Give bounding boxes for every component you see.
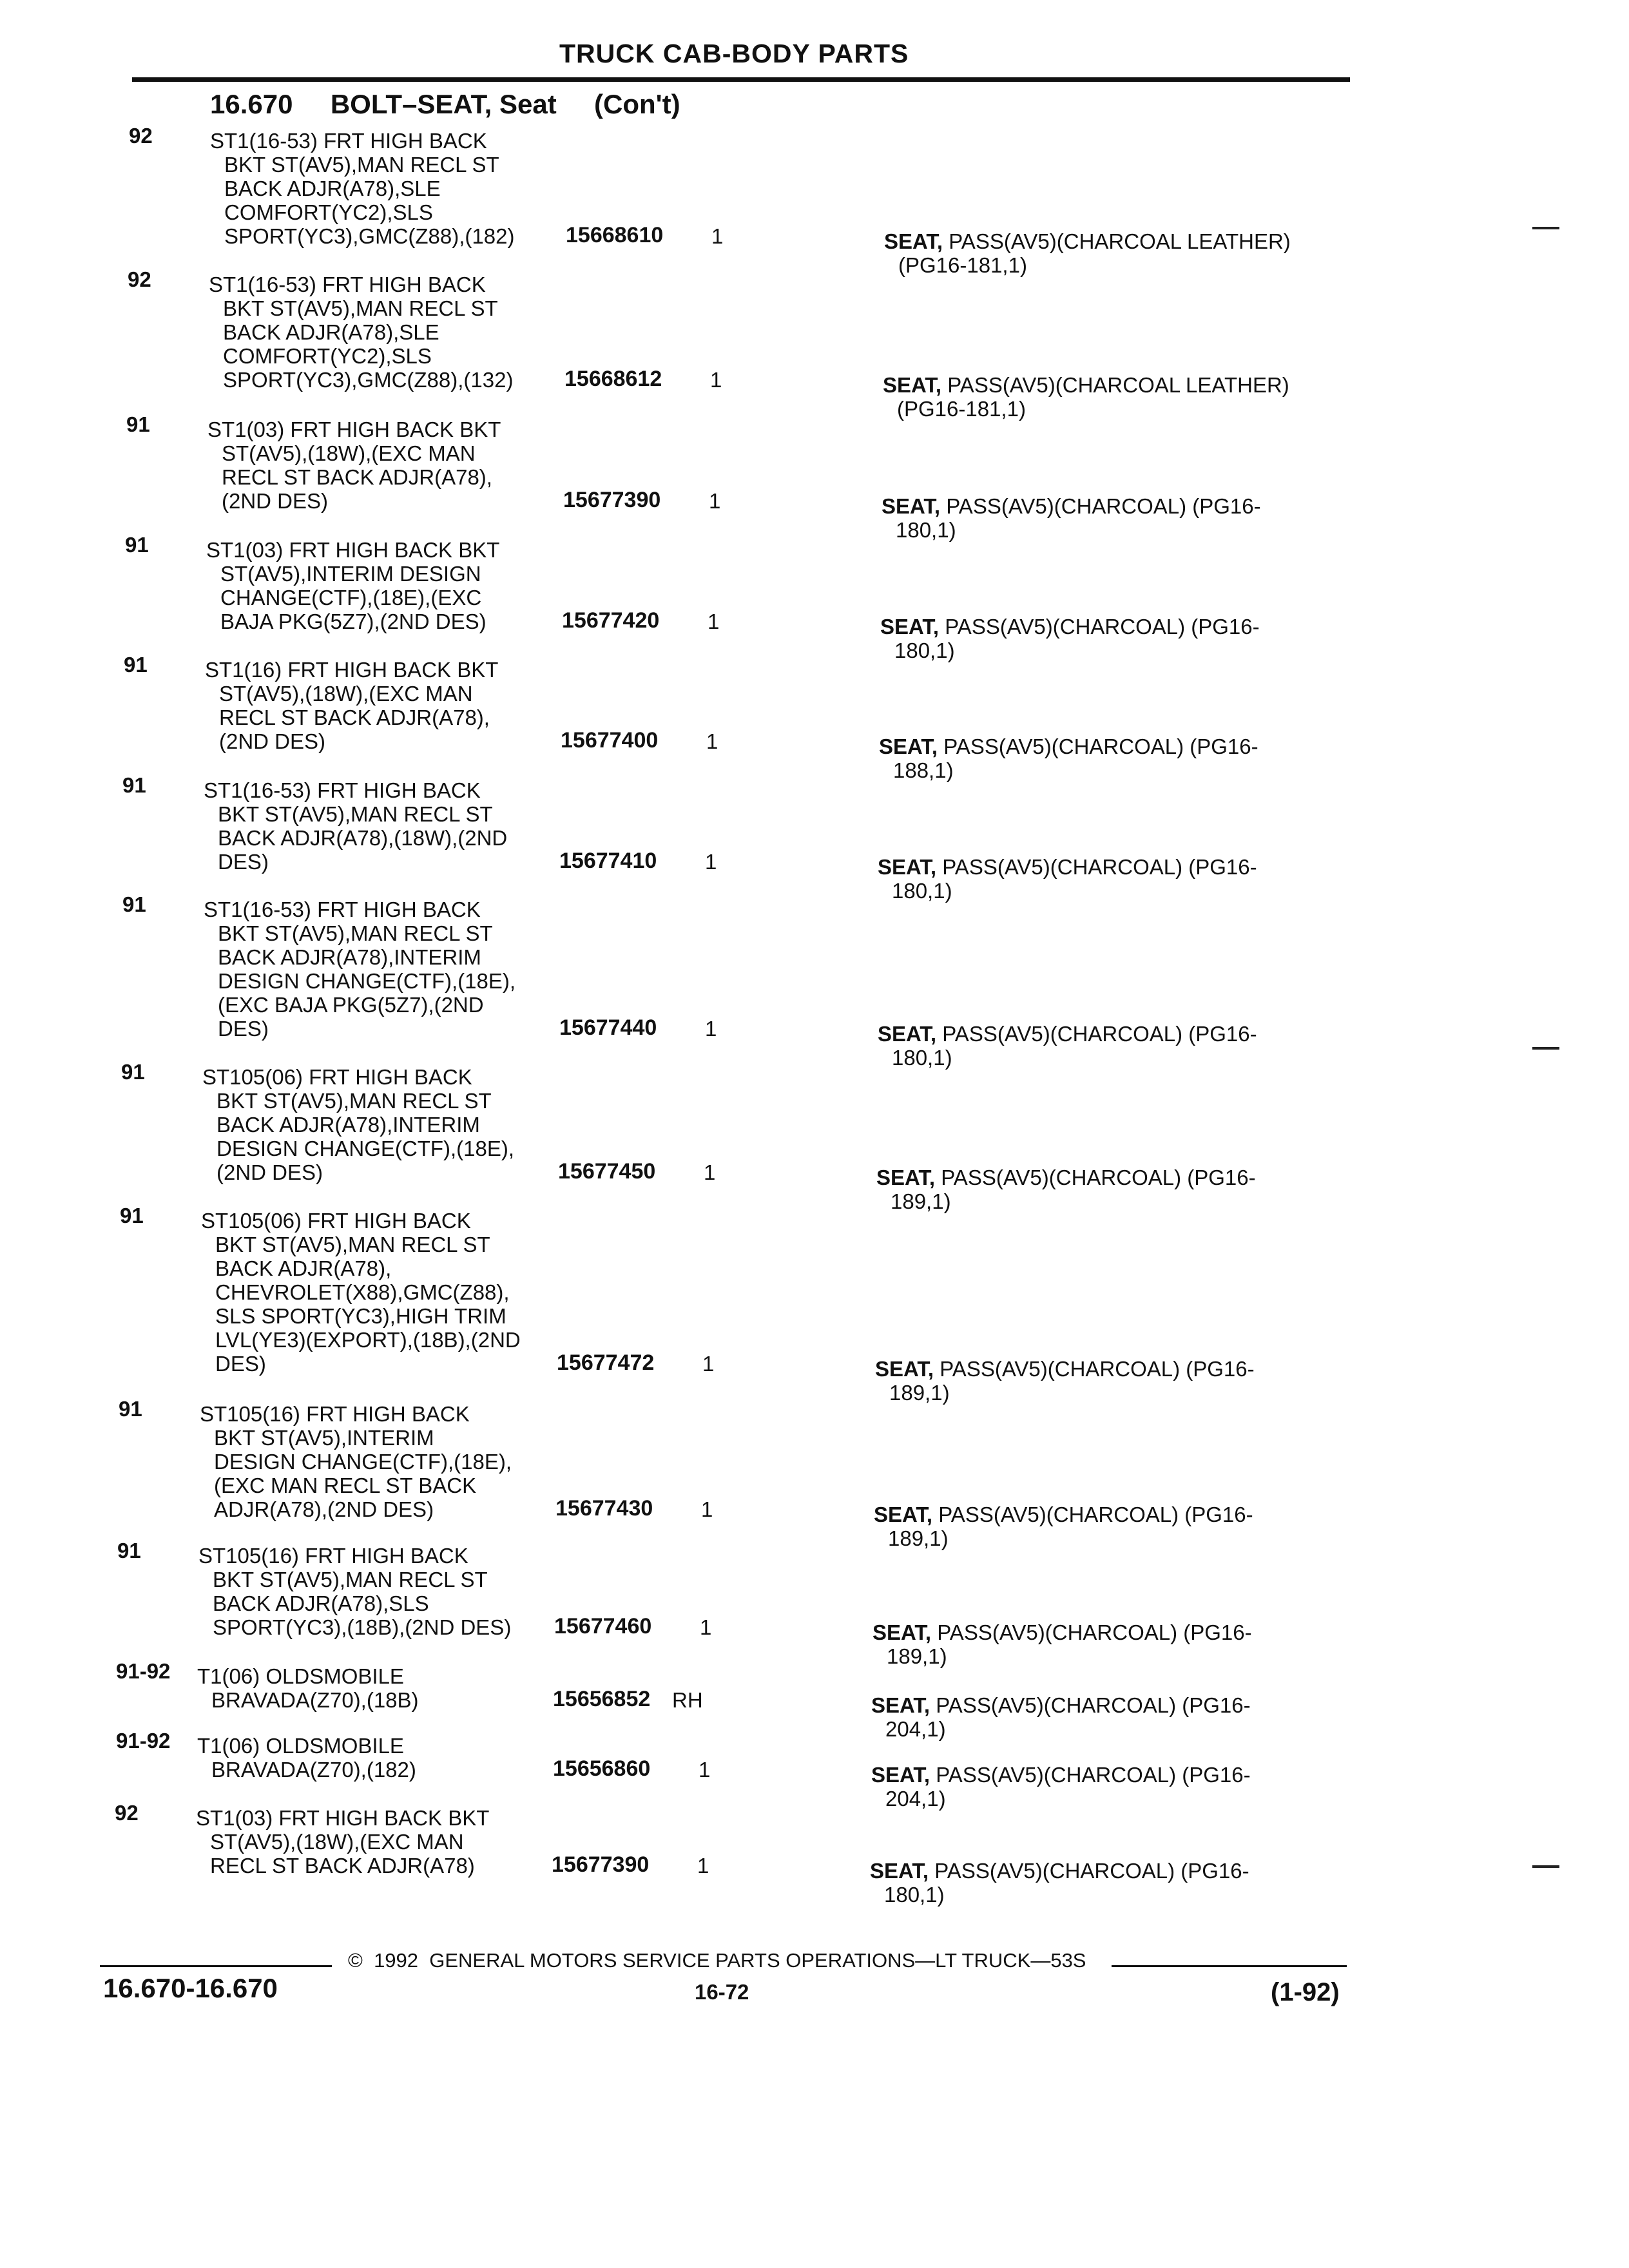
reference-line — [879, 758, 1258, 782]
description-line: ST105(16) FRT HIGH BACK — [200, 1402, 470, 1426]
reference-text: PASS(AV5)(CHARCOAL) (PG16- — [936, 1693, 1251, 1717]
quantity: 1 — [706, 729, 718, 753]
description-line: (2ND DES) — [222, 489, 329, 513]
reference-text: PASS(AV5)(CHARCOAL) (PG16- — [942, 1022, 1257, 1046]
model-year: 91 — [117, 1539, 141, 1562]
reference-line — [880, 639, 1260, 662]
margin-mark — [1532, 227, 1559, 229]
description-line: DESIGN CHANGE(CTF),(18E), — [218, 969, 516, 993]
description-line: BKT ST(AV5),INTERIM — [214, 1426, 434, 1450]
description-line: T1(06) OLDSMOBILE — [197, 1734, 404, 1758]
description-line: ST1(03) FRT HIGH BACK BKT — [196, 1806, 490, 1830]
reference-text: PASS(AV5)(CHARCOAL) (PG16- — [934, 1859, 1249, 1883]
description-line: CHEVROLET(X88),GMC(Z88), — [215, 1280, 510, 1304]
part-number: 15656860 — [553, 1756, 651, 1781]
page-title: TRUCK CAB-BODY PARTS — [559, 39, 909, 68]
reference-page: 180,1) — [884, 1883, 945, 1907]
reference-line — [882, 518, 1261, 542]
description-line: BKT ST(AV5),MAN RECL ST — [213, 1568, 488, 1591]
footer-section-range: 16.670-16.670 — [103, 1973, 278, 2003]
reference-page: 188,1) — [893, 758, 954, 782]
reference-label: SEAT, — [876, 1166, 936, 1189]
reference-line — [871, 1693, 1251, 1717]
margin-mark — [1532, 1047, 1559, 1050]
model-year: 91 — [122, 892, 146, 916]
reference-label: SEAT, — [870, 1859, 929, 1883]
part-number: 15677400 — [561, 728, 659, 753]
reference-label: SEAT, — [882, 494, 941, 518]
reference-line — [874, 1526, 1253, 1550]
reference-text: PASS(AV5)(CHARCOAL) (PG16- — [945, 615, 1260, 639]
part-number: 15668612 — [564, 367, 662, 391]
reference-text: PASS(AV5)(CHARCOAL) (PG16- — [940, 1357, 1255, 1381]
part-description — [205, 658, 498, 753]
reference-line — [880, 615, 1260, 639]
model-year: 91 — [124, 653, 148, 677]
reference-page: (PG16-181,1) — [897, 397, 1026, 421]
description-line: ST1(03) FRT HIGH BACK BKT — [206, 538, 500, 562]
model-year: 92 — [128, 267, 151, 291]
model-year: 91 — [121, 1060, 145, 1084]
reference-label: SEAT, — [871, 1693, 930, 1717]
description-line: ST1(16-53) FRT HIGH BACK — [209, 273, 486, 296]
reference-description — [878, 1022, 1257, 1070]
quantity: 1 — [701, 1497, 713, 1521]
description-line: DESIGN CHANGE(CTF),(18E), — [214, 1450, 512, 1474]
reference-line — [878, 879, 1257, 903]
reference-line — [871, 1763, 1251, 1787]
reference-page: 180,1) — [896, 518, 956, 542]
footer-rule — [1112, 1965, 1347, 1967]
reference-line — [883, 397, 1289, 421]
section-name: BOLT–SEAT, Seat — [330, 89, 557, 119]
reference-text: PASS(AV5)(CHARCOAL) (PG16- — [937, 1620, 1252, 1644]
description-line: SLS SPORT(YC3),HIGH TRIM — [215, 1304, 506, 1328]
reference-line — [879, 735, 1258, 758]
part-description — [200, 1402, 512, 1521]
quantity: 1 — [704, 1160, 716, 1184]
reference-line — [883, 373, 1289, 397]
part-description — [204, 778, 507, 874]
description-line: SPORT(YC3),GMC(Z88),(182) — [224, 224, 515, 248]
reference-label: SEAT, — [871, 1763, 930, 1787]
part-description — [207, 418, 501, 513]
reference-page: 204,1) — [885, 1787, 946, 1811]
reference-line — [871, 1787, 1251, 1811]
description-line: DES) — [215, 1352, 266, 1376]
reference-text: PASS(AV5)(CHARCOAL) (PG16- — [942, 855, 1257, 879]
description-line: ST105(06) FRT HIGH BACK — [202, 1065, 472, 1089]
part-number: 15677410 — [559, 849, 657, 873]
reference-line — [878, 1046, 1257, 1070]
footer-rule — [100, 1965, 332, 1967]
description-line: BACK ADJR(A78),SLE — [224, 177, 441, 200]
reference-description — [870, 1859, 1249, 1907]
reference-text: PASS(AV5)(CHARCOAL) (PG16- — [941, 1166, 1256, 1189]
part-description — [197, 1664, 419, 1712]
description-line: (2ND DES) — [217, 1160, 323, 1184]
reference-page: 189,1) — [888, 1526, 949, 1550]
description-line: ST1(16-53) FRT HIGH BACK — [204, 778, 481, 802]
quantity: 1 — [697, 1854, 709, 1878]
header-rule — [132, 77, 1350, 82]
section-title — [210, 89, 680, 120]
description-line: BACK ADJR(A78),SLS — [213, 1591, 429, 1615]
reference-line — [872, 1620, 1252, 1644]
description-line: RECL ST BACK ADJR(A78), — [222, 465, 492, 489]
reference-text: PASS(AV5)(CHARCOAL) (PG16- — [936, 1763, 1251, 1787]
description-line: DES) — [218, 1017, 269, 1041]
reference-line — [876, 1166, 1256, 1189]
reference-line — [870, 1859, 1249, 1883]
model-year: 92 — [115, 1801, 139, 1825]
reference-page: 189,1) — [887, 1644, 947, 1668]
section-cont: (Con't) — [594, 89, 680, 119]
model-year: 92 — [129, 124, 153, 148]
description-line: BKT ST(AV5),MAN RECL ST — [215, 1233, 490, 1256]
description-line: BRAVADA(Z70),(18B) — [211, 1688, 419, 1712]
part-number: 15677390 — [563, 488, 661, 512]
part-description — [196, 1806, 489, 1878]
description-line: BACK ADJR(A78),INTERIM — [218, 945, 481, 969]
reference-text: PASS(AV5)(CHARCOAL) (PG16- — [938, 1503, 1253, 1526]
description-line: BKT ST(AV5),MAN RECL ST — [218, 921, 493, 945]
description-line: BKT ST(AV5),MAN RECL ST — [218, 802, 493, 826]
part-number: 15677420 — [562, 608, 660, 633]
reference-description — [880, 615, 1260, 662]
reference-line — [878, 855, 1257, 879]
reference-line — [874, 1503, 1253, 1526]
quantity: 1 — [708, 610, 720, 633]
description-line: BACK ADJR(A78),(18W),(2ND — [218, 826, 508, 850]
description-line: BKT ST(AV5),MAN RECL ST — [217, 1089, 492, 1113]
reference-description — [879, 735, 1258, 782]
part-description — [206, 538, 499, 633]
reference-page: 180,1) — [892, 879, 952, 903]
description-line: (EXC BAJA PKG(5Z7),(2ND — [218, 993, 484, 1017]
reference-label: SEAT, — [878, 855, 937, 879]
reference-description — [878, 855, 1257, 903]
description-line: (EXC MAN RECL ST BACK — [214, 1474, 477, 1497]
description-line: RECL ST BACK ADJR(A78), — [219, 706, 490, 729]
reference-text: PASS(AV5)(CHARCOAL LEATHER) — [947, 373, 1289, 397]
model-year: 91 — [122, 773, 146, 797]
part-description — [201, 1209, 521, 1376]
reference-label: SEAT, — [883, 373, 942, 397]
description-line: COMFORT(YC2),SLS — [224, 200, 433, 224]
description-line: ST1(16) FRT HIGH BACK BKT — [205, 658, 499, 682]
reference-page: 180,1) — [892, 1046, 952, 1070]
description-line: ST105(06) FRT HIGH BACK — [201, 1209, 471, 1233]
description-line: SPORT(YC3),(18B),(2ND DES) — [213, 1615, 512, 1639]
part-description — [204, 898, 516, 1041]
quantity: 1 — [705, 1017, 717, 1041]
reference-line — [878, 1022, 1257, 1046]
quantity: 1 — [702, 1352, 715, 1376]
reference-label: SEAT, — [872, 1620, 932, 1644]
description-line: (2ND DES) — [219, 729, 326, 753]
model-year: 91 — [126, 412, 150, 436]
quantity: 1 — [699, 1758, 711, 1782]
description-line: DES) — [218, 850, 269, 874]
reference-line — [870, 1883, 1249, 1907]
reference-description — [882, 494, 1261, 542]
footer-date-code: (1-92) — [1271, 1978, 1340, 2006]
model-year: 91 — [125, 533, 149, 557]
part-number: 15677460 — [554, 1614, 652, 1639]
description-line: BKT ST(AV5),MAN RECL ST — [223, 296, 498, 320]
description-line: ST1(16-53) FRT HIGH BACK — [204, 898, 481, 921]
reference-line — [871, 1717, 1251, 1741]
reference-label: SEAT, — [874, 1503, 933, 1526]
description-line: RECL ST BACK ADJR(A78) — [210, 1854, 475, 1878]
reference-line — [884, 253, 1291, 277]
reference-text: PASS(AV5)(CHARCOAL) (PG16- — [943, 735, 1258, 758]
description-line: CHANGE(CTF),(18E),(EXC — [220, 586, 482, 610]
description-line: DESIGN CHANGE(CTF),(18E), — [217, 1137, 515, 1160]
description-line: ST1(03) FRT HIGH BACK BKT — [207, 418, 501, 441]
quantity: 1 — [705, 850, 717, 874]
description-line: BACK ADJR(A78),SLE — [223, 320, 439, 344]
reference-line — [882, 494, 1261, 518]
quantity: 1 — [709, 489, 721, 513]
part-description — [210, 129, 514, 248]
reference-description — [871, 1763, 1251, 1811]
reference-page: 204,1) — [885, 1717, 946, 1741]
quantity: 1 — [711, 224, 724, 248]
reference-text: PASS(AV5)(CHARCOAL) (PG16- — [946, 494, 1261, 518]
part-number: 15656852 — [553, 1687, 651, 1711]
model-year: 91 — [120, 1204, 144, 1227]
description-line: ST(AV5),(18W),(EXC MAN — [219, 682, 473, 706]
model-year: 91-92 — [116, 1729, 171, 1753]
reference-label: SEAT, — [879, 735, 938, 758]
reference-label: SEAT, — [884, 229, 943, 253]
description-line: ST(AV5),(18W),(EXC MAN — [210, 1830, 464, 1854]
part-description — [202, 1065, 514, 1184]
part-number: 15677430 — [555, 1496, 653, 1521]
description-line: ST1(16-53) FRT HIGH BACK — [210, 129, 487, 153]
reference-line — [872, 1644, 1252, 1668]
quantity: 1 — [700, 1615, 712, 1639]
reference-page: 189,1) — [891, 1189, 951, 1213]
section-code: 16.670 — [210, 89, 293, 119]
margin-mark — [1532, 1865, 1559, 1868]
model-year: 91-92 — [116, 1659, 171, 1683]
part-description — [197, 1734, 416, 1782]
reference-description — [884, 229, 1291, 277]
description-line: ST(AV5),(18W),(EXC MAN — [222, 441, 476, 465]
footer-copyright: © 1992 GENERAL MOTORS SERVICE PARTS OPERATIONS—LT TRUCK—53S — [348, 1949, 1086, 1972]
reference-label: SEAT, — [878, 1022, 937, 1046]
description-line: COMFORT(YC2),SLS — [223, 344, 432, 368]
description-line: ADJR(A78),(2ND DES) — [214, 1497, 434, 1521]
reference-description — [876, 1166, 1256, 1213]
description-line: ST(AV5),INTERIM DESIGN — [220, 562, 481, 586]
reference-line — [875, 1357, 1255, 1381]
reference-page: 180,1) — [894, 639, 955, 662]
description-line: ST105(16) FRT HIGH BACK — [198, 1544, 468, 1568]
part-number: 15677390 — [552, 1852, 650, 1877]
quantity: RH — [672, 1688, 703, 1712]
footer-page-number: 16-72 — [695, 1980, 749, 2004]
reference-line — [875, 1381, 1255, 1405]
description-line: BACK ADJR(A78), — [215, 1256, 392, 1280]
reference-line — [884, 229, 1291, 253]
model-year: 91 — [119, 1397, 142, 1421]
quantity: 1 — [710, 368, 722, 392]
description-line: BACK ADJR(A78),INTERIM — [217, 1113, 480, 1137]
reference-page: 189,1) — [889, 1381, 950, 1405]
reference-description — [874, 1503, 1253, 1550]
reference-label: SEAT, — [880, 615, 940, 639]
description-line: BRAVADA(Z70),(182) — [211, 1758, 416, 1782]
reference-label: SEAT, — [875, 1357, 934, 1381]
reference-description — [883, 373, 1289, 421]
description-line: T1(06) OLDSMOBILE — [197, 1664, 404, 1688]
part-number: 15677440 — [559, 1015, 657, 1040]
description-line: BAJA PKG(5Z7),(2ND DES) — [220, 610, 487, 633]
description-line: LVL(YE3)(EXPORT),(18B),(2ND — [215, 1328, 521, 1352]
description-line: SPORT(YC3),GMC(Z88),(132) — [223, 368, 514, 392]
reference-line — [876, 1189, 1256, 1213]
part-number: 15668610 — [566, 223, 664, 247]
part-number: 15677472 — [557, 1350, 655, 1375]
part-description — [209, 273, 513, 392]
reference-page: (PG16-181,1) — [898, 253, 1027, 277]
part-description — [198, 1544, 511, 1639]
part-number: 15677450 — [558, 1159, 656, 1184]
description-line: BKT ST(AV5),MAN RECL ST — [224, 153, 499, 177]
reference-text: PASS(AV5)(CHARCOAL LEATHER) — [949, 229, 1291, 253]
reference-description — [872, 1620, 1252, 1668]
reference-description — [871, 1693, 1251, 1741]
reference-description — [875, 1357, 1255, 1405]
